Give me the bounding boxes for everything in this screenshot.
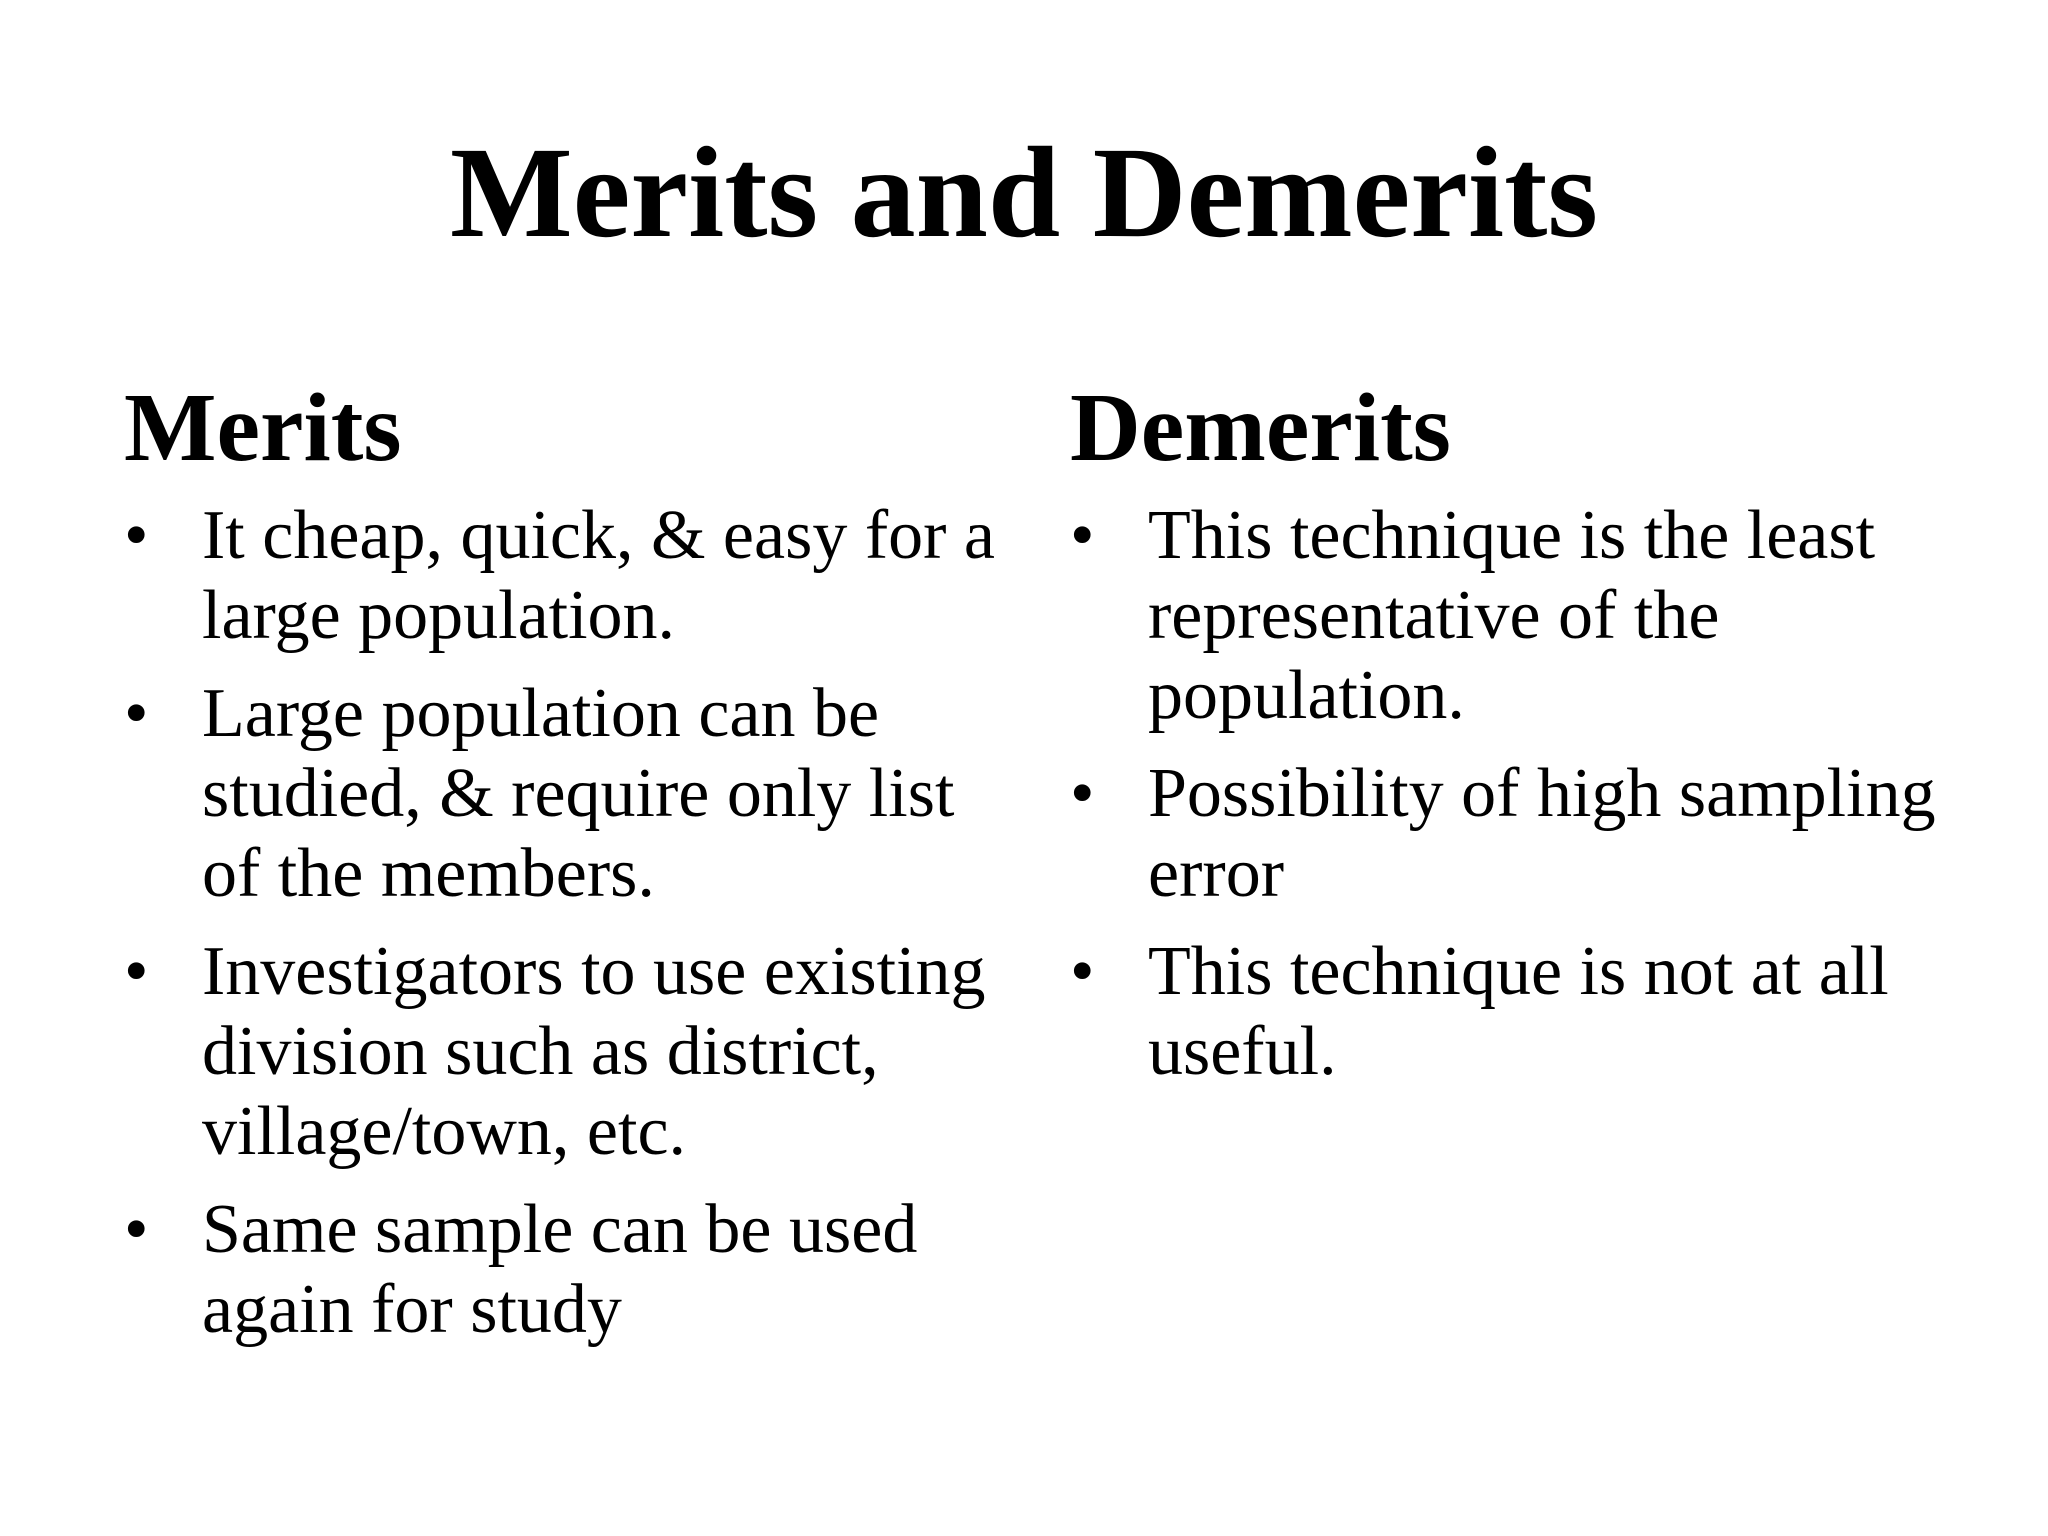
list-item (124, 674, 1024, 914)
bullet-icon: • (124, 1191, 149, 1268)
bullet-icon: • (124, 675, 149, 752)
bullet-icon: • (1070, 933, 1095, 1010)
merit-text: Same sample can be used again for study (202, 1191, 918, 1348)
demerits-list (1070, 496, 1970, 1092)
merit-text: Large population can be studied, & require only list of the members. (202, 675, 955, 912)
demerits-heading: Demerits (1070, 374, 1451, 482)
bullet-icon: • (1070, 755, 1095, 832)
bullet-icon: • (124, 497, 149, 574)
demerit-text: This technique is not at all useful. (1148, 933, 1889, 1090)
merits-heading: Merits (124, 374, 402, 482)
merit-text: Investigators to use existing division such as district, village/town, etc. (202, 933, 986, 1170)
demerit-text: Possibility of high sampling error (1148, 755, 1936, 912)
merit-text: It cheap, quick, & easy for a large population. (202, 497, 996, 654)
bullet-icon: • (124, 933, 149, 1010)
list-item (124, 496, 1024, 656)
list-item (1070, 496, 1970, 736)
demerits-column (1070, 370, 1970, 1110)
list-item (124, 932, 1024, 1172)
demerit-text: This technique is the least representative of the population. (1148, 497, 1876, 734)
merits-list (124, 496, 1024, 1350)
list-item (1070, 932, 1970, 1092)
slide-title: Merits and Demerits (450, 121, 1598, 265)
list-item (124, 1190, 1024, 1350)
merits-column (124, 370, 1024, 1368)
bullet-icon: • (1070, 497, 1095, 574)
list-item (1070, 754, 1970, 914)
